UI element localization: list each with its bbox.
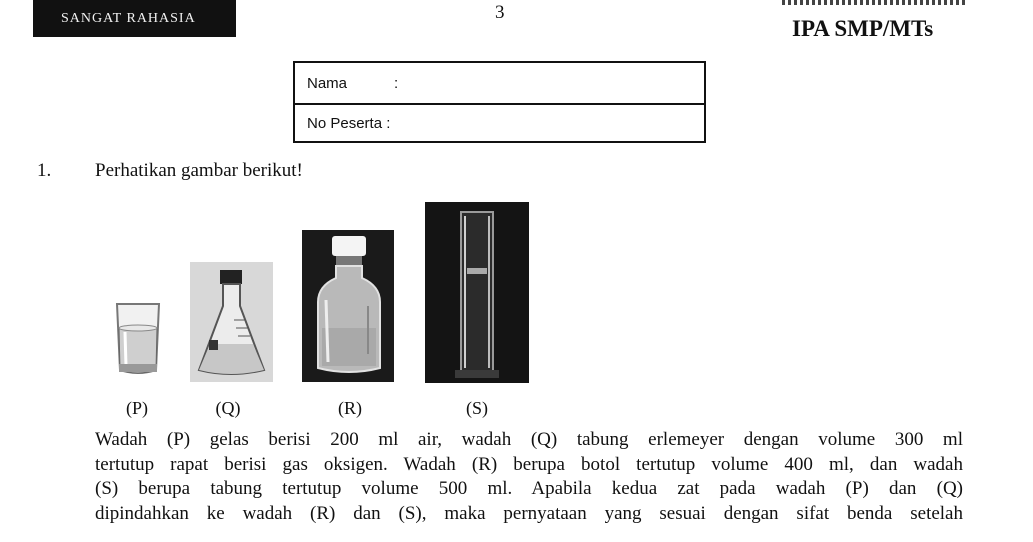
capped-bottle-icon [302, 230, 394, 382]
question-intro: Perhatikan gambar berikut! [95, 160, 303, 181]
name-row [295, 63, 704, 103]
label-r: (R) [338, 398, 362, 418]
label-p: (P) [126, 398, 148, 418]
paragraph-line: dipindahkan ke wadah (R) dan (S), maka pernyataan yang sesuai dengan sifat benda setelah [95, 502, 963, 524]
label-s: (S) [466, 398, 488, 418]
question-number: 1. [37, 160, 52, 181]
erlenmeyer-flask-icon [190, 262, 273, 382]
identity-box [293, 61, 706, 143]
subject-title: IPA SMP/MTs [792, 16, 934, 41]
paragraph-line: Wadah (P) gelas berisi 200 ml air, wadah (Q) tabung erlemeyer dengan volume 300 ml [95, 429, 963, 450]
drinking-glass-icon [113, 298, 163, 378]
question-paragraph [95, 428, 963, 526]
name-label: Nama [307, 74, 348, 92]
tall-tube-icon [425, 202, 529, 383]
participant-row [295, 103, 704, 141]
page-number: 3 [495, 2, 505, 23]
header-dotted-line [782, 0, 968, 5]
name-colon: : [394, 74, 399, 92]
confidential-badge-text: SANGAT RAHASIA [61, 10, 196, 26]
paragraph-line: tertutup rapat berisi gas oksigen. Wadah (R) berupa botol tertutup volume 400 ml, dan wadah [95, 453, 963, 475]
participant-label: No Peserta : [307, 114, 391, 132]
label-q: (Q) [215, 398, 241, 418]
confidential-badge [33, 0, 236, 37]
paragraph-line: (S) berupa tabung tertutup volume 500 ml. Apabila kedua zat pada wadah (P) dan (Q) [95, 478, 963, 499]
